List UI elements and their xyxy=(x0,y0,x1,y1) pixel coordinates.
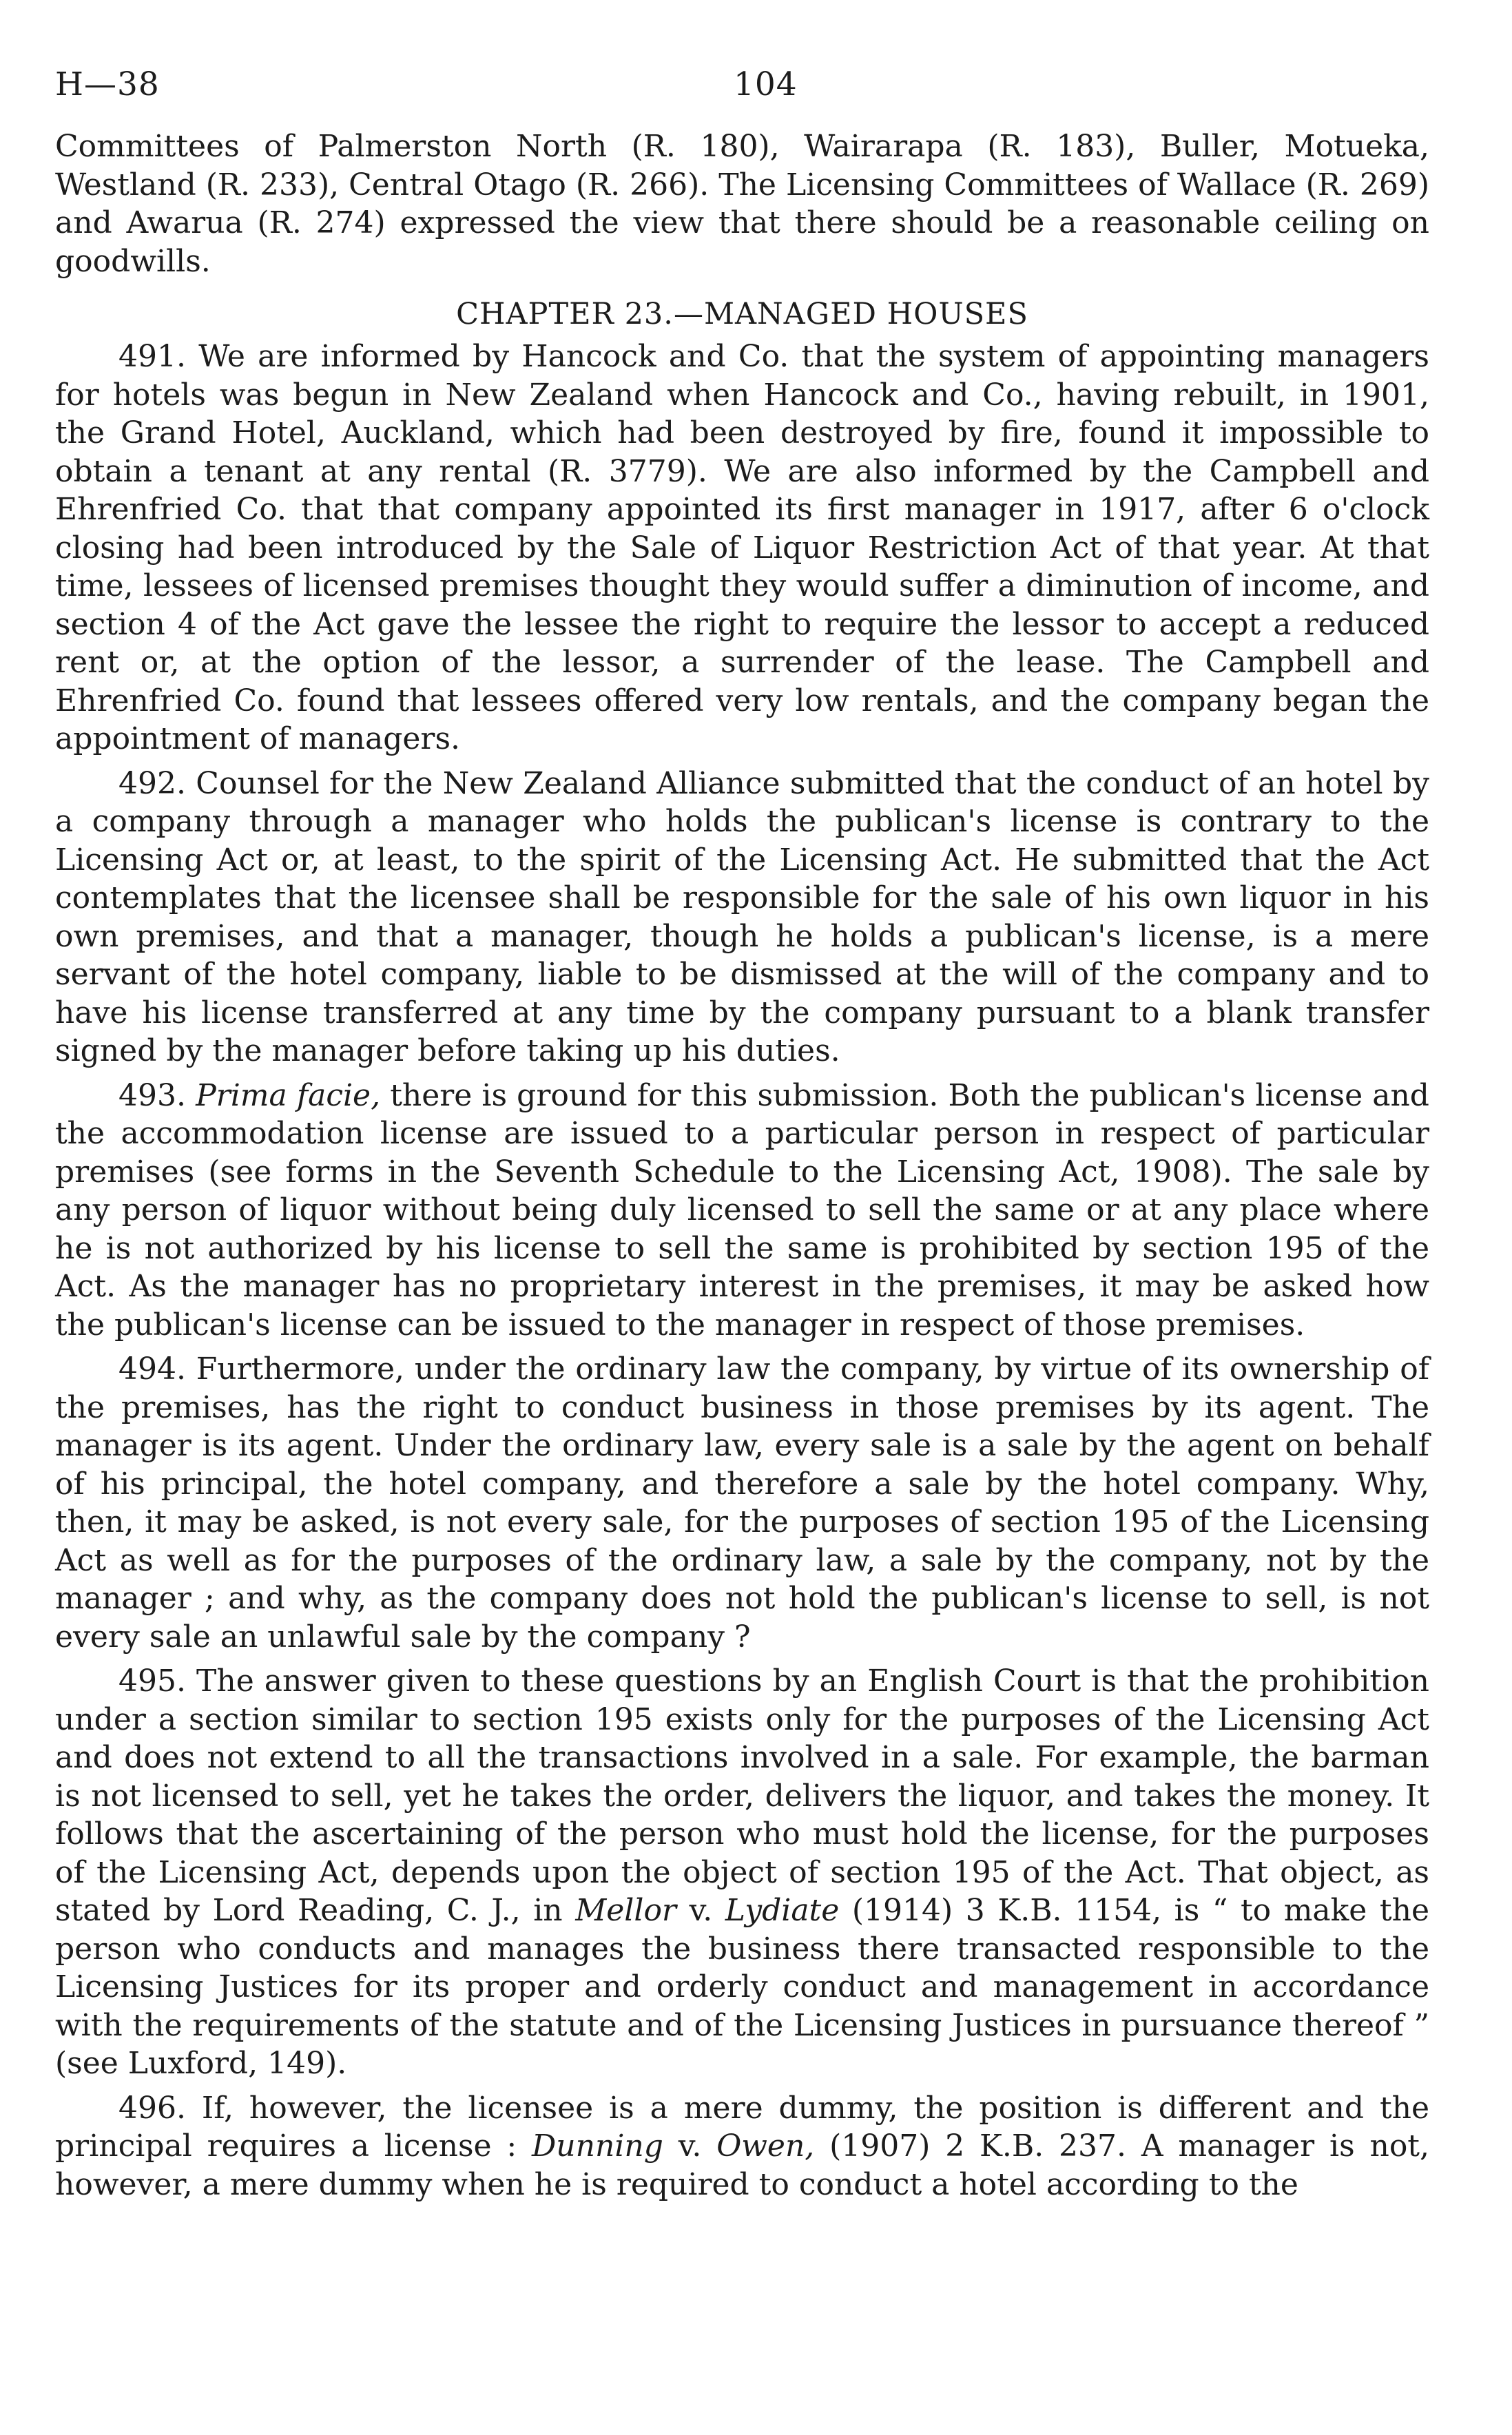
paragraph-494: 494. Furthermore, under the ordinary law the company, by virtue of its ownership of the premises, has the right to conduct business in those premises by its agent. The manager is its agent. Under the ordinary law, every sale is a sale by the agent on behalf of his principal, the hotel company, and therefore a sale by the hotel company. Why, then, it may be asked, is not every sale, for the purposes of section 195 of the Licensing Act as well as for the purposes of the ordinary law, a sale by the company, not by the manager ; and why, as the company does not hold the publican's license to sell, is not every sale an unlawful sale by the company ? xyxy=(55,1351,1429,1655)
paragraph-495-text-a: 495. The answer given to these questions by an English Court is that the prohibition under a section similar to section 195 exists only for the purposes of the Licensing Act and does not extend to all the transactions involved in a sale. For example, the barman is not licensed to sell, yet he takes the order, delivers the liquor, and takes the money. It follows that the ascertaining of the person who must hold the license, for the purposes of the Licensing Act, depends upon the object of section 195 of the Act. That object, as stated by Lord Reading, C. J., in xyxy=(55,1664,1429,1928)
paragraph-496 xyxy=(55,2089,1429,2204)
paragraph-493-number: 493. xyxy=(118,1077,186,1113)
paragraph-491: 491. We are informed by Hancock and Co. that the system of appointing managers for hotels was begun in New Zealand when Hancock and Co., having rebuilt, in 1901, the Grand Hotel, Auckland, which had been destroyed by fire, found it impossible to obtain a tenant at any rental (R. 3779). We are also informed by the Campbell and Ehrenfried Co. that that company appointed its first manager in 1917, after 6 o'clock closing had been introduced by the Sale of Liquor Restriction Act of that year. At that time, lessees of licensed premises thought they would suffer a diminution of income, and section 4 of the Act gave the lessee the right to require the lessor to accept a reduced rent or, at the option of the lessor, a surrender of the lease. The Campbell and Ehrenfried Co. found that lessees offered very low rentals, and the company began the appointment of managers. xyxy=(55,339,1429,756)
paragraph-493-text: there is ground for this submission. Both the publican's license and the accommodation license are issued to a particular person in respect of particular premises (see forms in the Seventh Schedule to the Licensing Act, 1908). The sale by any person of liquor without being duly licensed to sell the same or at any place where he is not authorized by his license to sell the same is prohibited by section 195 of the Act. As the manager has no proprietary interest in the premises, it may be asked how the publican's license can be issued to the manager in respect of those premises. xyxy=(55,1077,1429,1343)
case-name-dunning: Dunning xyxy=(532,2128,663,2164)
paragraph-495-text-b: (1914) 3 K.B. 1154, is “ to make the person who conducts and manages the business there transacted responsible to the Licensing Justices for its proper and orderly conduct and management in accordance with the requirements of the statute and of the Licensing Justices in pursuance thereof ” (see Luxford, 149). xyxy=(55,1893,1429,2081)
page-number: 104 xyxy=(734,65,798,103)
case-name-lydiate: Lydiate xyxy=(725,1893,840,1928)
document-reference: H—38 xyxy=(55,65,160,103)
case-name-owen: Owen, xyxy=(716,2128,815,2164)
paragraph-493 xyxy=(55,1077,1429,1345)
paragraph-496-text-b: (1907) 2 K.B. 237. A manager is not, however, a mere dummy when he is required to conduct a hotel according to the xyxy=(55,2128,1429,2202)
body-text xyxy=(55,127,1429,2204)
chapter-heading: CHAPTER 23.—MANAGED HOUSES xyxy=(456,297,1028,331)
paragraph-496-text-a: 496. If, however, the licensee is a mere dummy, the position is different and the principal requires a license : xyxy=(55,2090,1429,2164)
prima-facie-phrase: Prima facie, xyxy=(196,1077,381,1113)
paragraph-492: 492. Counsel for the New Zealand Alliance submitted that the conduct of an hotel by a company through a manager who holds the publican's license is contrary to the Licensing Act or, at least, to the spirit of the Licensing Act. He submitted that the Act contemplates that the licensee shall be responsible for the sale of his own liquor in his own premises, and that a manager, though he holds a publican's license, is a mere servant of the hotel company, liable to be dismissed at the will of the company and to have his license transferred at any time by the company pursuant to a blank transfer signed by the manager before taking up his duties. xyxy=(55,765,1429,1068)
paragraph-495 xyxy=(55,1662,1429,2083)
case-name-mellor: Mellor xyxy=(575,1893,676,1928)
case-versus: v. xyxy=(689,1893,713,1928)
intro-paragraph: Committees of Palmerston North (R. 180), Wairarapa (R. 183), Buller, Motueka, Westland (R. 233), Central Otago (R. 266). The Licensing Committees of Wallace (R. 269) and Awarua (R. 274) expressed the view that there should be a reasonable ceiling on goodwills. xyxy=(55,129,1429,279)
page-header xyxy=(55,65,1429,127)
document-page xyxy=(55,65,1429,2204)
case-versus-2: v. xyxy=(678,2128,702,2164)
